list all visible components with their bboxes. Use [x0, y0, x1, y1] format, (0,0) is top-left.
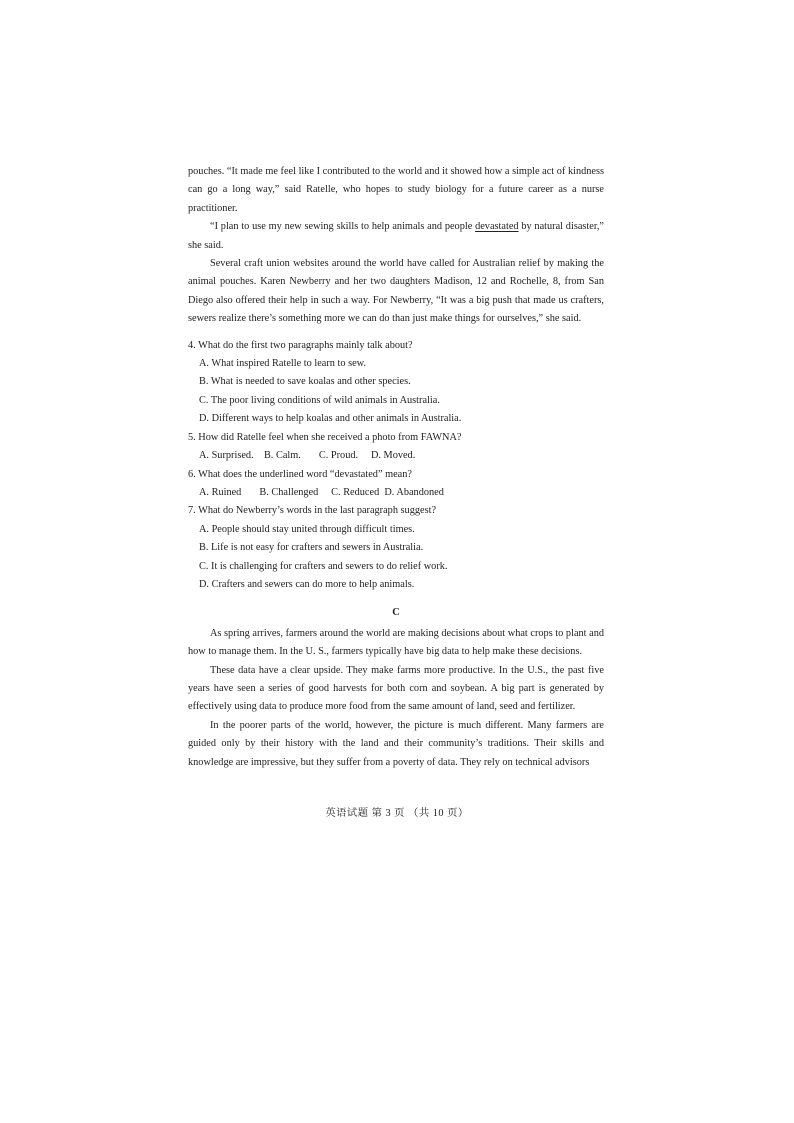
option-a: A. Ruined: [199, 486, 242, 498]
passage-b-paragraph-3: Several craft union websites around the world have called for Australian relief by making the animal pouches. Karen Newberry and her two daughters Madison, 12 and Rochelle, 8, from San Diego also offered their help in such a way. For Newberry, “It was a big push that made us crafters, sewers realize there’s something more we can do than just make things for ourselves,” she said.: [188, 258, 604, 325]
question-stem: 7. What do Newberry’s words in the last paragraph suggest?: [188, 505, 437, 517]
question-stem: 6. What does the underlined word “devastated” mean?: [188, 468, 412, 480]
paragraph-2-text-before: “I plan to use my new sewing skills to help animals and people: [210, 221, 476, 233]
option-d: D. Moved.: [370, 450, 416, 462]
option-b: B. What is needed to save koalas and other species.: [199, 376, 411, 388]
question-4: [188, 337, 604, 429]
passage-b-paragraph-2: [188, 218, 604, 255]
option-c: C. Reduced: [331, 486, 380, 498]
passage-b-paragraph-1: pouches. “It made me feel like I contributed to the world and it showed how a simple act of kindness can go a long way,” said Ratelle, who hopes to study biology for a future career as a nurse practitioner.: [188, 166, 604, 214]
option-a: A. Surprised.: [199, 450, 254, 462]
option-a: A. People should stay united through difficult times.: [199, 523, 415, 535]
option-d: D. Abandoned: [384, 486, 444, 498]
option-c: C. It is challenging for crafters and sewers to do relief work.: [199, 560, 448, 572]
question-stem: 4. What do the first two paragraphs mainly talk about?: [188, 339, 413, 351]
section-c-paragraph-3: In the poorer parts of the world, however, the picture is much different. Many farmers are guided only by their history with the land and their community’s traditions. Their skills and knowledge are impressive, but they suffer from a poverty of data. They rely on technical advisors: [188, 719, 604, 768]
option-b: B. Calm.: [263, 450, 301, 462]
section-c-paragraph-2: These data have a clear upside. They make farms more productive. In the U.S., the past five years have seen a series of good harvests for both corn and soybean. A big part is generated by effectively using data to produce more food from the same amount of land, seed and fertilizer.: [188, 664, 604, 713]
section-c-paragraph-1: As spring arrives, farmers around the world are making decisions about what crops to plant and how to manage them. In the U. S., farmers typically have big data to help make these decisions.: [188, 627, 604, 658]
page-content: [188, 163, 604, 772]
inline-options: [188, 447, 604, 465]
question-6: [188, 466, 604, 503]
option-b: B. Life is not easy for crafters and sewers in Australia.: [199, 542, 424, 554]
section-c-title: C: [392, 607, 400, 619]
option-d: D. Different ways to help koalas and other animals in Australia.: [199, 413, 462, 425]
question-5: [188, 429, 604, 466]
question-stem: 5. How did Ratelle feel when she received a photo from FAWNA?: [188, 431, 462, 443]
option-b: B. Challenged: [259, 486, 319, 498]
option-d: D. Crafters and sewers can do more to help animals.: [199, 578, 415, 590]
question-7: [188, 502, 604, 594]
spacer: [188, 329, 604, 337]
paragraph-2-text-after: by natural disaster,” she said.: [188, 221, 604, 251]
page-footer: 英语试题 第 3 页 （共 10 页）: [325, 808, 469, 819]
option-a: A. What inspired Ratelle to learn to sew.: [199, 358, 366, 370]
option-c: C. The poor living conditions of wild animals in Australia.: [199, 394, 440, 406]
option-c: C. Proud.: [318, 450, 359, 462]
inline-options: [188, 484, 604, 502]
underlined-word: devastated: [475, 221, 519, 233]
